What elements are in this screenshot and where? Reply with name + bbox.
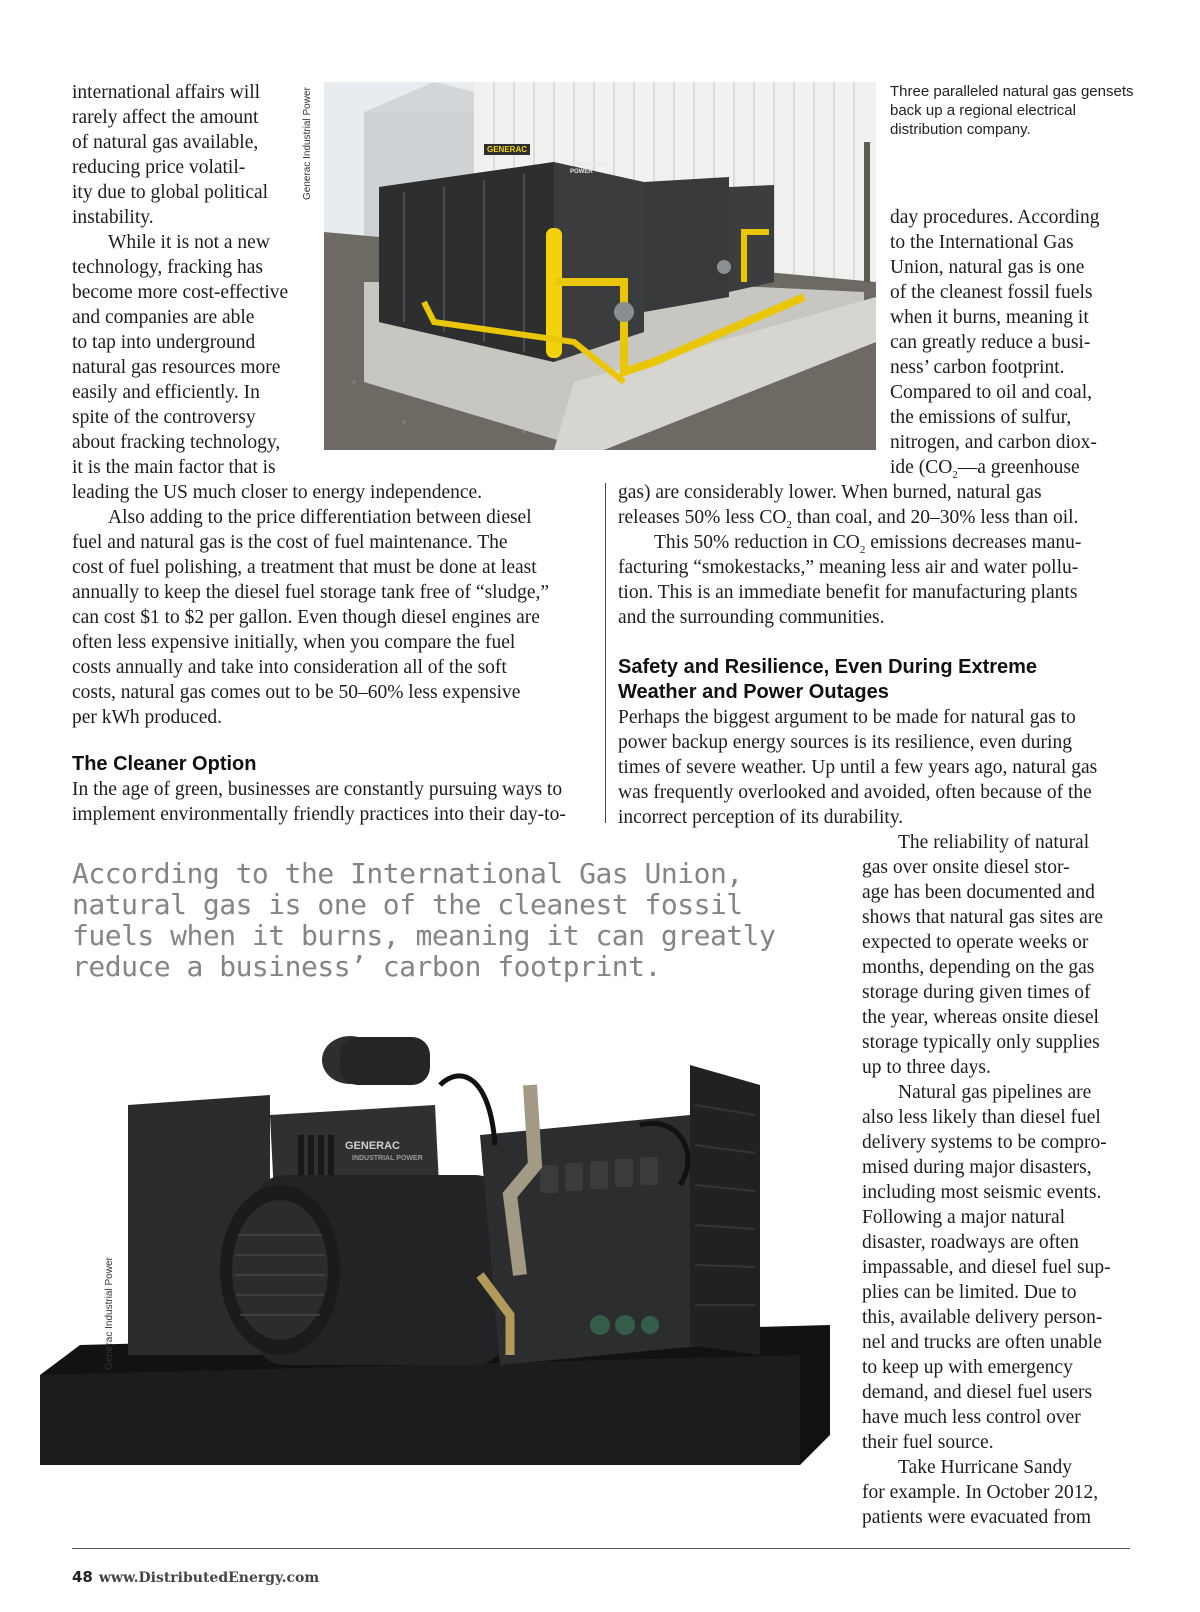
text-line: incorrect perception of its durability. [618, 807, 904, 828]
co2-line [618, 530, 1081, 555]
photo-genset-product-drawing [40, 1025, 830, 1485]
text-line: instability. [72, 207, 154, 228]
text-line: tion. This is an immediate benefit for manufacturing plants [618, 582, 1078, 603]
co2-line [890, 455, 1100, 480]
heading-safety-resilience [618, 655, 1037, 705]
text-line: easily and efficiently. In [72, 382, 260, 403]
text-line: costs, natural gas comes out to be 50–60% less expensive [72, 682, 521, 703]
photo-credit-bottom: Generac Industrial Power [104, 1257, 115, 1370]
text-fragment: than coal, and 20–30% less than oil. [791, 507, 1079, 528]
text-line: for example. In October 2012, [862, 1482, 1099, 1503]
text-line: Following a major natural [862, 1207, 1066, 1228]
text-fragment: releases 50% less CO [618, 507, 787, 528]
text-line: Compared to oil and coal, [890, 382, 1092, 403]
text-line: plies can be limited. Due to [862, 1282, 1077, 1303]
text-fragment: —a greenhouse [957, 457, 1080, 478]
text-line: up to three days. [862, 1057, 991, 1078]
text-line: also less likely than diesel fuel [862, 1107, 1101, 1128]
text-line: day procedures. According [890, 207, 1100, 228]
text-line: facturing “smokestacks,” meaning less air and water pollu- [618, 557, 1079, 578]
text-line: expected to operate weeks or [862, 932, 1089, 953]
text-line: ness’ carbon footprint. [890, 357, 1065, 378]
text-line: Perhaps the biggest argument to be made for natural gas to [618, 707, 1076, 728]
text-line: spite of the controversy [72, 407, 256, 428]
text-line: to the International Gas [890, 232, 1074, 253]
heading-line: Weather and Power Outages [618, 681, 889, 703]
text-line: this, available delivery person- [862, 1307, 1103, 1328]
text-line: The reliability of natural [898, 832, 1090, 853]
text-fragment: emissions decreases manu- [865, 532, 1082, 553]
text-line: shows that natural gas sites are [862, 907, 1103, 928]
text-line: While it is not a new [108, 232, 270, 253]
text-line: the year, whereas onsite diesel [862, 1007, 1099, 1028]
text-line: nel and trucks are often unable [862, 1332, 1102, 1353]
text-line: storage typically only supplies [862, 1032, 1100, 1053]
text-line: Natural gas pipelines are [898, 1082, 1092, 1103]
generac-brand-text: GENERAC [345, 1140, 401, 1152]
text-line: power backup energy sources is its resilience, even during [618, 732, 1072, 753]
generac-sub-text: INDUSTRIAL POWER [352, 1155, 423, 1162]
heading-cleaner-option: The Cleaner Option [72, 753, 257, 775]
col2-emissions-paragraph [618, 480, 1081, 630]
text-line: Also adding to the price differentiation between diesel [108, 507, 532, 528]
page-footer [72, 1568, 319, 1586]
subscript-2: 2 [859, 543, 866, 556]
text-line: cost of fuel polishing, a treatment that must be done at least [72, 557, 537, 578]
text-line: patients were evacuated from [862, 1507, 1092, 1528]
text-line: can greatly reduce a busi- [890, 332, 1091, 353]
co2-line [618, 505, 1081, 530]
text-line: when it burns, meaning it [890, 307, 1089, 328]
text-line: storage during given times of [862, 982, 1091, 1003]
text-line: nitrogen, and carbon diox- [890, 432, 1097, 453]
text-line: to keep up with emergency [862, 1357, 1073, 1378]
text-line: gas) are considerably lower. When burned, natural gas [618, 482, 1042, 503]
text-line: Take Hurricane Sandy [898, 1457, 1073, 1478]
footer-rule [72, 1548, 1130, 1549]
col2-intro-paragraph [890, 205, 1100, 480]
text-line: about fracking technology, [72, 432, 281, 453]
text-line: become more cost-effective [72, 282, 289, 303]
text-line: mised during major disasters, [862, 1157, 1092, 1178]
text-line: it is the main factor that is [72, 457, 276, 478]
text-line: of natural gas available, [72, 132, 259, 153]
text-line: In the age of green, businesses are constantly pursuing ways to [72, 779, 563, 800]
text-line: natural gas resources more [72, 357, 281, 378]
text-line: fuel and natural gas is the cost of fuel maintenance. The [72, 532, 508, 553]
text-line: age has been documented and [862, 882, 1095, 903]
generac-brand-text: GENERAC [487, 145, 528, 154]
text-line: impassable, and diesel fuel sup- [862, 1257, 1111, 1278]
text-line: the emissions of sulfur, [890, 407, 1072, 428]
text-fragment: This 50% reduction in CO [654, 532, 860, 553]
text-line: reducing price volatil- [72, 157, 246, 178]
text-line: technology, fracking has [72, 257, 263, 278]
photo-genset-product [40, 1025, 830, 1485]
text-line: disaster, roadways are often [862, 1232, 1079, 1253]
col2-resilience-paragraph [618, 705, 1097, 830]
subscript-2: 2 [952, 468, 958, 481]
text-line: gas over onsite diesel stor- [862, 857, 1070, 878]
text-line: including most seismic events. [862, 1182, 1102, 1203]
text-line: to tap into underground [72, 332, 256, 353]
col1-intro-paragraph [72, 80, 549, 730]
text-line: annually to keep the diesel fuel storage tank free of “sludge,” [72, 582, 550, 603]
generac-sub-text: INDUSTRIAL POWER [570, 162, 607, 175]
text-line: costs annually and take into consideration all of the soft [72, 657, 507, 678]
text-line: of the cleanest fossil fuels [890, 282, 1093, 303]
text-line: have much less control over [862, 1407, 1081, 1428]
text-line: months, depending on the gas [862, 957, 1095, 978]
text-line: per kWh produced. [72, 707, 222, 728]
col1-cleaner-paragraph [72, 777, 566, 827]
text-line: can cost $1 to $2 per gallon. Even though diesel engines are [72, 607, 540, 628]
text-line: often less expensive initially, when you compare the fuel [72, 632, 516, 653]
subscript-2: 2 [786, 518, 792, 531]
text-line: and companies are able [72, 307, 255, 328]
generac-brand-label [345, 1140, 400, 1152]
generac-sub-label [352, 1155, 423, 1163]
text-line: demand, and diesel fuel users [862, 1382, 1093, 1403]
pull-quote: According to the International Gas Union, natural gas is one of the cleanest fossil fuels when it burns, meaning it can greatly reduce a business’ carbon footprint. [72, 857, 776, 983]
text-line: and the surrounding communities. [618, 607, 885, 628]
footer-url[interactable]: www.DistributedEnergy.com [98, 1570, 320, 1586]
text-line: rarely affect the amount [72, 107, 259, 128]
text-line: leading the US much closer to energy independence. [72, 482, 483, 503]
text-line: ity due to global political [72, 182, 269, 203]
photo-caption: Three paralleled natural gas gensets back up a regional electrical distribution company. [890, 83, 1134, 138]
generac-sub-label [570, 162, 618, 176]
photo-credit-top: Generac Industrial Power [302, 87, 313, 200]
column-divider [605, 483, 606, 823]
col3-reliability-paragraph [862, 830, 1111, 1530]
text-line: implement environmentally friendly practices into their day-to- [72, 804, 566, 825]
text-line: times of severe weather. Up until a few years ago, natural gas [618, 757, 1098, 778]
text-line: delivery systems to be compro- [862, 1132, 1107, 1153]
text-line: was frequently overlooked and avoided, often because of the [618, 782, 1092, 803]
heading-line: Safety and Resilience, Even During Extreme [618, 656, 1038, 678]
text-line: Union, natural gas is one [890, 257, 1085, 278]
text-line: international affairs will [72, 82, 261, 103]
text-fragment: ide (CO [890, 457, 953, 478]
page-number: 48 [72, 1568, 93, 1586]
text-line: their fuel source. [862, 1432, 994, 1453]
